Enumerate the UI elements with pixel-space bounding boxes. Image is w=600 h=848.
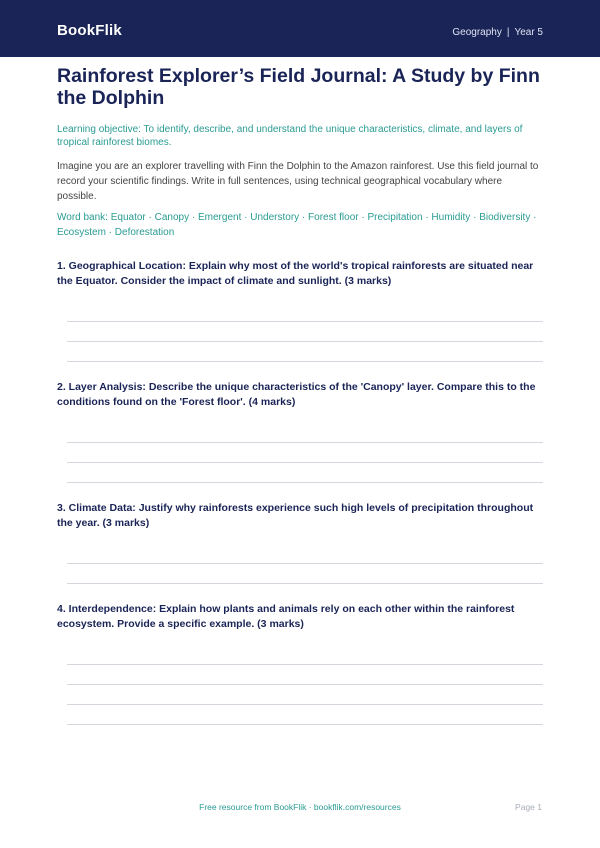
answer-line[interactable] [67, 462, 543, 463]
intro-paragraph: Imagine you are an explorer travelling with Finn the Dolphin to the Amazon rainforest. Use this field journal to record your scientific findings. Write in full sentences, using technical geographical vocabulary where possible. [57, 161, 539, 202]
question-3-answer-area[interactable] [67, 563, 543, 584]
answer-line[interactable] [67, 321, 543, 322]
footer-credit[interactable]: Free resource from BookFlik · bookflik.com/resources [199, 802, 401, 812]
page-number: Page 1 [515, 802, 542, 812]
year-label: Year 5 [514, 27, 543, 38]
answer-line[interactable] [67, 664, 543, 665]
worksheet-content [57, 65, 543, 725]
question-2-answer-area[interactable] [67, 442, 543, 483]
question-1 [57, 259, 543, 362]
question-3 [57, 501, 543, 584]
brand-logo[interactable]: BookFlik [57, 22, 122, 39]
answer-line[interactable] [67, 442, 543, 443]
question-4 [57, 602, 543, 725]
answer-line[interactable] [67, 704, 543, 705]
question-4-answer-area[interactable] [67, 664, 543, 725]
header-separator: | [506, 27, 510, 38]
question-4-text: 4. Interdependence: Explain how plants and animals rely on each other within the rainforest ecosystem. Provide a specific example. (3 marks) [57, 603, 515, 630]
question-1-text: 1. Geographical Location: Explain why most of the world's tropical rainforests are situated near the Equator. Consider the impact of climate and sunlight. (3 marks) [57, 260, 534, 287]
question-1-answer-area[interactable] [67, 321, 543, 362]
word-bank: Word bank: Equator · Canopy · Emergent · Understory · Forest floor · Precipitation · Humidity · Biodiversity · Ecosystem · Deforestation [57, 212, 537, 238]
learning-objective: Learning objective: To identify, describe, and understand the unique characteristics, climate, and layers of tropical rainforest biomes. [57, 124, 523, 148]
question-2-text: 2. Layer Analysis: Describe the unique characteristics of the 'Canopy' layer. Compare this to the conditions found on the 'Forest floor'. (4 marks) [57, 381, 536, 408]
subject-label: Geography [452, 27, 502, 38]
question-2 [57, 380, 543, 483]
answer-line[interactable] [67, 684, 543, 685]
answer-line[interactable] [67, 724, 543, 725]
page-header [0, 0, 600, 57]
subject-year-label [452, 27, 543, 38]
question-3-text: 3. Climate Data: Justify why rainforests experience such high levels of precipitation throughout the year. (3 marks) [57, 502, 534, 529]
answer-line[interactable] [67, 563, 543, 564]
page-title: Rainforest Explorer’s Field Journal: A Study by Finn the Dolphin [57, 65, 540, 109]
answer-line[interactable] [67, 341, 543, 342]
